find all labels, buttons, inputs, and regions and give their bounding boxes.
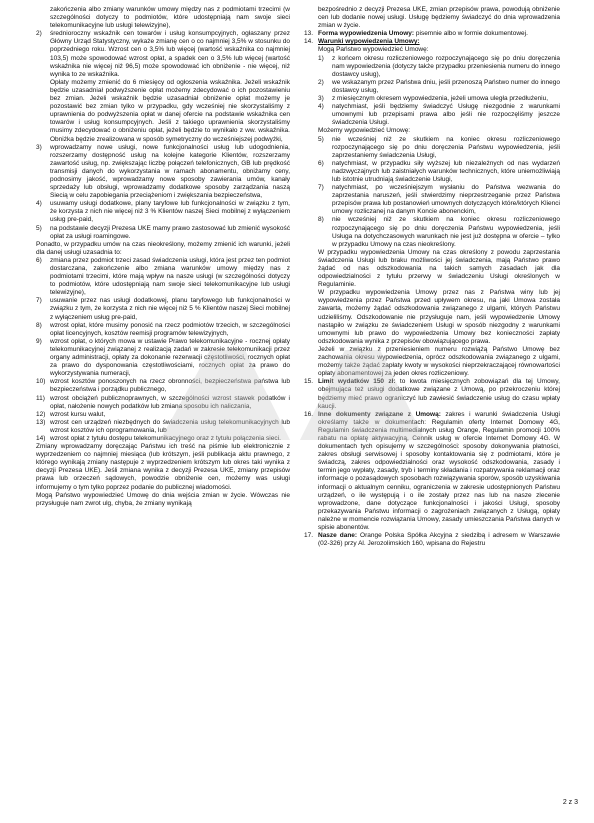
section-title: Nasze dane: [318, 532, 358, 540]
list-item: 8) nie wcześniej niż ze skutkiem na koniec okresu rozliczeniowego rozpoczynającego się po dniu doręczenia Państwu wypowiedzenia, jeśli Usługa na dotychczasowych warunkach nie jest już dostępna w ofercie – tylko w przypadku Umowy na czas nieokreślony. [318, 216, 560, 248]
section-17: 17. Nasze dane: Orange Polska Spółka Akcyjna z siedzibą i adresem w Warszawie (02-326) przy Al. Jerozolimskich 160, wpisana do Rejestru [304, 532, 561, 548]
addition-paragraph: Ponadto, w przypadku umów na czas nieokreślony, możemy zmienić ich warunki, jeżeli dla danej usługi uzasadnia to: [36, 240, 290, 256]
list-item: 2) średnioroczny wskaźnik cen towarów i usług konsumpcyjnych, ogłaszany przez Główny Urząd Statystyczny, wykaże zmianę cen o co najmniej 3,5% w stosunku do poprzedniego roku. Wzrost cen o 3,5% lub więcej (wartość wskaźnika co najmniej 103,5) może spowodować wzrost opłat, a spadek cen o 3,5% lub więcej (wartość wskaźnika nie więcej niż 96,5) może spowodować ich obniżenie - nie więcej, niż wynika to ze wskaźnika. [36, 30, 290, 78]
list-item: 3) wprowadzamy nowe usługi, nowe funkcjonalności usług lub udogodnienia, rozszerzamy dostępność usług na kolejne kategorie Klientów, rozszerzamy zawartość usług, np. zwiększając liczbę połączeń telefonicznych, GB lub prędkość transmisji danych do wykorzystania w ramach abonamentu, obniżamy ceny, podnosimy jakość, wprowadzamy nowe sposoby zawierania umów, kanały sprzedaży lub obsługi, wprowadzamy dodatkowe sposoby zarządzania naszą Siecią w celu zapobiegania przeciążeniom i zwiększania bezpieczeństwa, [36, 143, 290, 200]
list-item: 1) z końcem okresu rozliczeniowego rozpoczynającego się po dniu doręczenia nam wypowiedzenia (dotyczy także przypadku przeniesienia numeru do innego dostawcy usług), [318, 54, 560, 78]
list-item: 12) wzrost kursu walut, [36, 410, 106, 418]
changes-paragraph: Zmiany wprowadzamy doręczając Państwu ich treść na piśmie lub elektronicznie z wyprzedzeniem co najmniej miesiąca (lub krótszym, jeśli publikacja aktu prawnego, z którego wynikają zmiany następuje z wyprzedzeniem krótszym lub okres taki wynika z decyzji Prezesa UKE). Jeśli zmiana wynika z decyzji Prezesa UKE, zmiany przepisów prawa lub orzeczeń sądowych, powodzie obniżenie cen, możemy was usługi informujemy o tym tylko poprzez podanie do publicznej wiadomości. [36, 443, 290, 491]
termination-paragraph: Mogą Państwo wypowiedzieć Umowę do dnia wejścia zmian w życie. Wówczas nie przysługuje nam zwrot ulg, chyba, że zmiany wynikają [36, 491, 290, 507]
section-13: 13. Forma wypowiedzenia Umowy: pisemnie albo w formie dokumentowej. [304, 30, 528, 38]
section-15: 15. Limit wydatków 150 zł: to kwota miesięcznych zobowiązań dla tej Umowy, obejmująca też usługi dodatkowe związane z Umową, po przekroczeniu której będziemy mieć prawo ograniczyć lub zawiesić świadczenie usług do czasu wpłaty kaucji. [304, 378, 560, 410]
section-title: Limit wydatków 150 zł: [318, 378, 396, 386]
list-item: 6) natychmiast, w przypadku siły wyższej lub niezależnych od nas wydarzeń nadzwyczajnych lub zaistniałych warunków technicznych, które uniemożliwiają lub istotnie utrudniają świadczenie Usługi, [318, 159, 560, 183]
list-item: 8) wzrost opłat, które musimy ponosić na rzecz podmiotów trzecich, w szczególności opłat licencyjnych, kosztów reemisji programów telewizyjnych, [36, 321, 290, 337]
list-item: 14) wzrost opłat z tytułu dostępu telekomunikacyjnego oraz z tytułu połączenia sieci. [36, 434, 281, 442]
list-item: 4) usuwamy usługi dodatkowe, plany taryfowe lub funkcjonalności w związku z tym, że korzysta z nich nie więcej niż 3 % Klientów naszej Sieci mobilnej z wyłączeniem usług pre-paid, [36, 200, 290, 224]
page-number: 2 z 3 [562, 799, 578, 806]
section-title: Forma wypowiedzenia Umowy: [318, 30, 415, 38]
section-title: Warunki wypowiedzenia Umowy: [318, 38, 420, 46]
section-14: 14. Warunki wypowiedzenia Umowy: [304, 38, 420, 46]
section-16: 16. Inne dokumenty związane z Umową: zakres i warunki świadczenia Usługi określamy także w dokumentach: Regulamin oferty Internet Domowy 4G, Regulamin świadczenia multimedialnych usług Orange, Regulamin promocji 100% rabatu na opłatę aktywacyjną, Cennik usług w ofercie Internet Domowy 4G. W dokumentach tych opisujemy w szczególności: sposoby dokonywania płatności, zakres obsługi serwisowej i sposoby kontaktowania się z podmiotami, które je świadczą, zakres odpowiedzialności oraz wysokość odszkodowania, zasady i termin jego wypłaty, zasady, tryb i terminy składania i rozpatrywania reklamacji oraz informacje o pozasądowych sposobach rozwiązywania sporów, sposób uzyskiwania informacji o aktualnym cenniku, ograniczenia w zakresie udostępnionych Państwu urządzeń, o ile występują i o ile zostały przez nas lub na nasze zlecenie wprowadzone, dane dotyczące funkcjonalności i jakości Usługi, sposoby przekazywania Państwu informacji o zagrożeniach związanych z Usługą, opłaty należne w momencie rozwiązania Umowy, zasady umieszczania Państwa danych w spisie abonentów. [304, 410, 560, 531]
list-item: 9) wzrost opłat, o których mowa w ustawie Prawo telekomunikacyjne - rocznej opłaty telekomunikacyjnej związanej z realizacją zadań w zakresie telekomunikacji przez organy administracji, opłaty za dokonanie rezerwacji częstotliwości, rocznych opłat za prawo do dysponowania częstotliwościami, rocznych opłat za prawo do wykorzystywania numeracji, [36, 337, 290, 378]
left-column [36, 6, 290, 508]
list-item: 4) natychmiast, jeśli będziemy świadczyć Usługę niezgodnie z warunkami umownymi lub przepisami prawa albo jeśli nie rozpoczęliśmy jeszcze świadczenia Usługi. [318, 103, 560, 127]
list-item: 10) wzrost kosztów ponoszonych na rzecz obronności, bezpieczeństwa państwa lub bezpieczeństwa i porządku publicznego, [36, 378, 290, 394]
list-item: 7) usuwanie przez nas usługi dodatkowej, planu taryfowego lub funkcjonalności w związku z tym, że korzysta z nich nie więcej niż 5 % Klientów naszej Sieci mobilnej z wyłączeniem usług pre-paid, [36, 297, 290, 321]
list-item: 5) nie wcześniej niż ze skutkiem na koniec okresu rozliczeniowego rozpoczynającego się po dniu doręczenia Państwu wypowiedzenia, jeśli zaprzestaniemy świadczenia Usługi, [318, 135, 560, 159]
list-item: 13) wzrost cen urządzeń niezbędnych do świadczenia usług telekomunikacyjnych lub wzrost kosztów ich oprogramowania, lub [36, 418, 290, 434]
list-item: 6) zmiana przez podmiot trzeci zasad świadczenia usługi, która jest przez ten podmiot dostarczana, zakończenie albo zmiana warunków umowy między nas z podmiotami trzecimi, które mają wpływ na nasze usługi (w szczególności dotyczy to podmiotów, które udostępniają nam swoje sieci telekomunikacyjne lub usługi telewizyjne), [36, 256, 290, 297]
list-item: 2) we wskazanym przez Państwa dniu, jeśli przenoszą Państwo numer do innego dostawcy usług, [318, 78, 560, 94]
list-item: 3) z miesięcznym okresem wypowiedzenia, jeżeli umowa uległa przedłużeniu, [318, 95, 549, 103]
list-item: 11) wzrost obciążeń publicznoprawnych, w szczególności wzrost stawek podatków i opłat, nałożenie nowych podatków lub zmiana sposobu ich naliczania, [36, 394, 290, 410]
list-item: 7) natychmiast, po wcześniejszym wysłaniu do Państwa wezwania do zaprzestania naruszeń, jeśli stwierdzimy nieprzestrzeganie przez Państwa przepisów prawa lub postanowień umownych dotyczących które/których Klienci umowy rozliczanej na danym Koncie abonenckim, [318, 184, 560, 216]
top-paragraph: bezpośrednio z decyzji Prezesa UKE, zmian przepisów prawa, powodują obniżenie cen lub dodanie nowej usługi. Usługę będziemy świadczyć do dnia wprowadzenia zmian w życie. [318, 6, 560, 30]
section-title: Inne dokumenty związane z Umową: [318, 410, 441, 418]
list-item: 5) na podstawie decyzji Prezesa UKE mamy prawo zastosować lub zmienić wysokość opłat za usługi roamingowe. [36, 224, 290, 240]
right-column: bezpośrednio z decyzji Prezesa UKE, zmian przepisów prawa, powodują obniżenie cen lub dodanie nowej usługi. Usługę będziemy świadczyć do dnia wprowadzenia zmian w życie. 13. Forma wypowiedzenia Umowy: pisemnie albo w formie dokumentowej. 14. Warunki wypowiedzenia Umowy: Mogą Państwo wypowiedzieć Umowę: 1) z końcem okresu rozliczeniowego rozpoczynającego się po dniu doręczenia nam wypowiedzenia (dotyczy także przypadku przeniesienia numeru do innego dostawcy usług), 2) we wskazanym przez Państwa dniu, jeśli przenoszą Państwo numer do innego dostawcy usług, 3) z miesięcznym okresem wypowiedzenia, jeżeli umowa uległa przedłużeniu, 4) natychmiast, jeśli będziemy świadczyć Usługę niezgodnie z warunkami umownymi lub przepisami prawa albo jeśli nie rozpoczęliśmy jeszcze świadczenia Usługi. Możemy wypowiedzieć Umowę: 5) nie wcześniej niż ze skutkiem na koniec okresu rozliczeniowego rozpoczynającego się po dniu doręczenia Państwu wypowiedzenia, jeśli zaprzestaniemy świadczenia Usługi, 6) natychmiast, w przypadku siły wyższej lub niezależnych od nas wydarzeń nadzwyczajnych lub zaistniałych warunków technicznych, które uniemożliwiają lub istotnie utrudniają świadczenie Usługi, 7) natychmiast, po wcześniejszym wysłaniu do Państwa wezwania do zaprzestania naruszeń, jeśli stwierdzimy nieprzestrzeganie przez Państwa przepisów prawa lub postanowień umownych dotyczących które/których Klienci umowy rozliczanej na danym Koncie abonenckim, 8) nie wcześniej niż ze skutkiem na koniec okresu rozliczeniowego rozpoczynającego się po dniu doręczenia Państwu wypowiedzenia, jeśli Usługa na dotychczasowych warunkach nie jest już dostępna w ofercie – tylko w przypadku Umowy na czas nieokreślony. W przypadku wypowiedzenia Umowy na czas określony z powodu zaprzestania świadczenia Usługi lub braku możliwości jej świadczenia, mają Państwo prawo żądać od nas odszkodowania na takich samych zasadach jak dla odpowiedzialności z tytułu przerwy w świadczeniu Usługi określonych w Regulaminie. W przypadku wypowiedzenia Umowy przez nas z Państwa winy lub jej wypowiedzenia przez Państwa przed upływem okresu, na jaki Umowa została zawarta, możemy żądać odszkodowania związanego z ulgami, których Państwu udzieliliśmy. Odszkodowanie nie przysługuje nam, jeśli wypowiedzenie Umowy nastąpiło w związku ze świadczeniem Usługi w sposób niezgodny z warunkami umownymi lub prawo do wypowiedzenia Umowy bez konieczności zapłaty odszkodowania wynika z przepisów obowiązującego prawa. Jeżeli w związku z przeniesieniem numeru rozwiążą Państwo Umowę bez zachowania okresu wypowiedzenia, oprócz odszkodowania związanego z ulgami, możemy także żądać zapłaty kwoty w wysokości nieprzekraczającej równowartości opłaty abonamentowej za jeden okres rozliczeniowy. 15. Limit wydatków 150 zł: to kwota miesięcznych zobowiązań dla tej Umowy, obejmująca też usługi dodatkowe związane z Umową, po przekroczeniu której będziemy mieć prawo ograniczyć lub zawiesić świadczenie usług do czasu wpłaty kaucji. 16. Inne dokumenty związane z Umową: zakres i warunki świadczenia Usługi określamy także w dokumentach: Regulamin oferty Internet Domowy 4G, Regulamin świadczenia multimedialnych usług Orange, Regulamin promocji 100% rabatu na opłatę aktywacyjną, Cennik usług w ofercie Internet Domowy 4G. W dokumentach tych opisujemy w szczególności: sposoby dokonywania płatności, zakres obsługi serwisowej i sposoby kontaktowania się z podmiotami, które je świadczą, zakres odpowiedzialności oraz wysokość odszkodowania, zasady i termin jego wypłaty, zasady, tryb i terminy składania i rozpatrywania reklamacji oraz informacje o pozasądowych sposobach rozwiązywania sporów, sposób uzyskiwania informacji o aktualnym cenniku, ograniczenia w zakresie udostępnionych Państwu urządzeń, o ile występują i o ile zostały przez nas lub na nasze zlecenie wprowadzone, dane dotyczące funkcjonalności i jakości Usługi, sposoby przekazywania Państwu informacji o zagrożeniach związanych z Usługą, opłaty należne w momencie rozwiązania Umowy, zasady umieszczania Państwa danych w spisie abonentów. 17. Nasze dane: Orange Polska Spółka Akcyjna z siedzibą i adresem w Warszawie (02-326) przy Al. Jerozolimskich 160, wpisana do Rejestru [304, 6, 561, 548]
intro-continued: zakończenia albo zmiany warunków umowy między nas z podmiotami trzecimi (w szczególności dotyczy to podmiotów, które udostępniają nam swoje sieci telekomunikacyjne lub usługi telewizyjne), [50, 6, 290, 30]
fee-change-paragraph: Opłaty możemy zmienić do 6 miesięcy od ogłoszenia wskaźnika. Jeżeli wskaźnik będzie uzasadniał podwyższenie opłat możemy zdecydować o ich pozostawieniu bez zmian. Jeżeli wskaźnik będzie uzasadniał obniżenie opłat możemy je pozostawić bez zmian tylko w przypadku, gdy wcześniej nie skorzystaliśmy z uprawnienia do podwyższenia opłat w danej ofercie na podstawie wskaźnika cen towarów i usług konsumpcyjnych. Jeśli z takiego uprawnienia skorzystaliśmy musimy zdecydować o obniżeniu opłat, jeżeli będzie to wynikało z ww. wskaźnika. Obniżka będzie zrealizowana w sposób symetryczny do wcześniejszej podwyżki, [50, 78, 290, 143]
